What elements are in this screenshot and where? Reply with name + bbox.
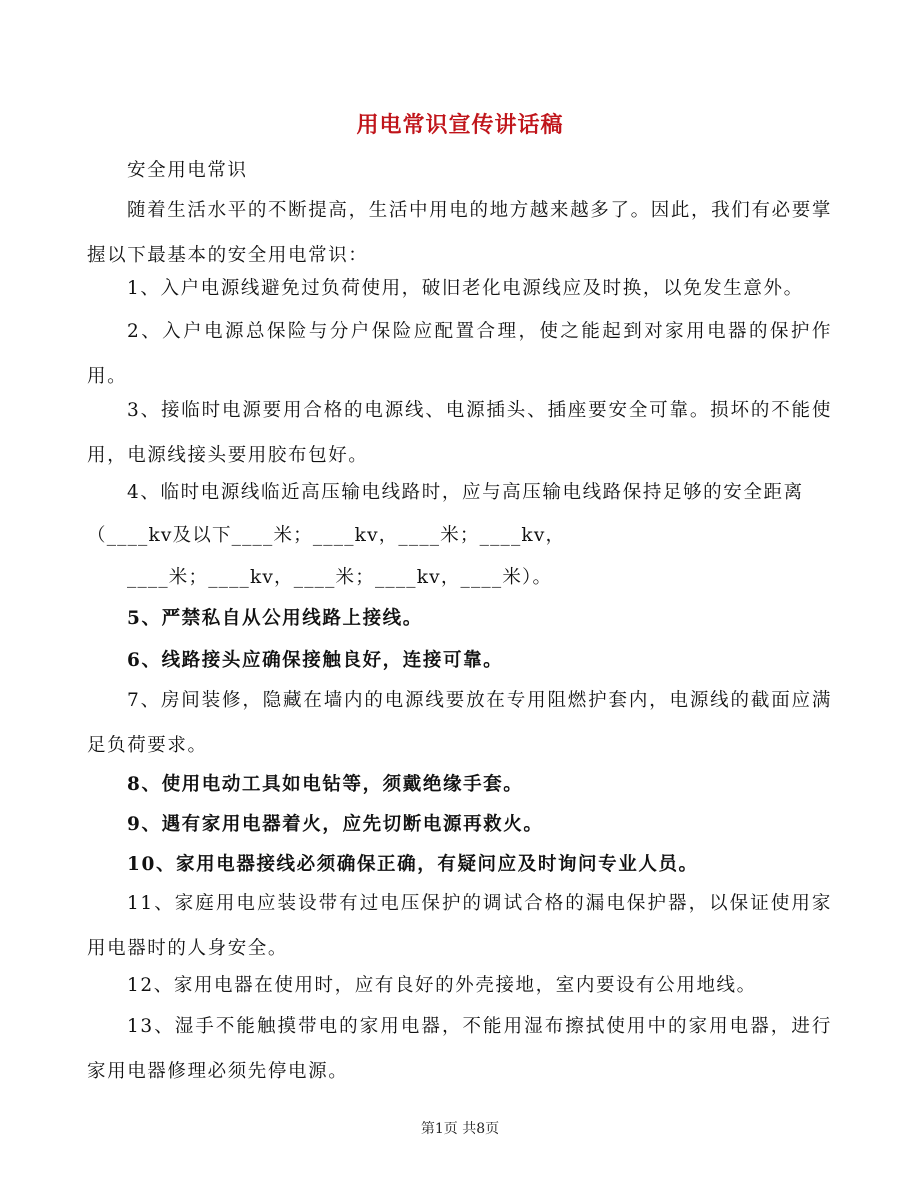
intro-paragraph: 随着生活水平的不断提高，生活中用电的地方越来越多了。因此，我们有必要掌握以下最基本的安全用电常识： <box>87 200 832 266</box>
list-item-1: 1、入户电源线避免过负荷使用，破旧老化电源线应及时换，以免发生意外。 <box>127 278 804 299</box>
distance-blanks-line-2: ____米；____kv，____米；____kv，____米）。 <box>127 567 553 588</box>
document-title: 用电常识宣传讲话稿 <box>356 112 564 138</box>
list-item-11: 11、家庭用电应装设带有过电压保护的调试合格的漏电保护器，以保证使用家用电器时的人身安全。 <box>87 893 832 959</box>
list-item-7: 7、房间装修，隐藏在墙内的电源线要放在专用阻燃护套内，电源线的截面应满足负荷要求。 <box>87 690 832 756</box>
section-heading: 安全用电常识 <box>127 160 248 181</box>
list-item-5: 5、严禁私自从公用线路上接线。 <box>127 608 423 629</box>
list-item-3: 3、接临时电源要用合格的电源线、电源插头、插座要安全可靠。损坏的不能使用，电源线接头要用胶布包好。 <box>87 400 832 466</box>
page-number: 第1页 共8页 <box>420 1121 500 1137</box>
list-item-13: 13、湿手不能触摸带电的家用电器，不能用湿布擦拭使用中的家用电器，进行家用电器修理必须先停电源。 <box>87 1016 832 1082</box>
distance-blanks-line-1: （____kv及以下____米；____kv，____米；____kv， <box>87 525 566 546</box>
list-item-12: 12、家用电器在使用时，应有良好的外壳接地，室内要设有公用地线。 <box>127 975 757 996</box>
list-item-8: 8、使用电动工具如电钻等，须戴绝缘手套。 <box>127 774 524 795</box>
list-item-6: 6、线路接头应确保接触良好，连接可靠。 <box>127 650 504 671</box>
list-item-9: 9、遇有家用电器着火，应先切断电源再救火。 <box>127 814 544 835</box>
list-item-2: 2、入户电源总保险与分户保险应配置合理，使之能起到对家用电器的保护作用。 <box>87 321 832 387</box>
list-item-10: 10、家用电器接线必须确保正确，有疑问应及时询问专业人员。 <box>127 854 699 875</box>
list-item-4: 4、临时电源线临近高压输电线路时，应与高压输电线路保持足够的安全距离 <box>127 482 804 503</box>
